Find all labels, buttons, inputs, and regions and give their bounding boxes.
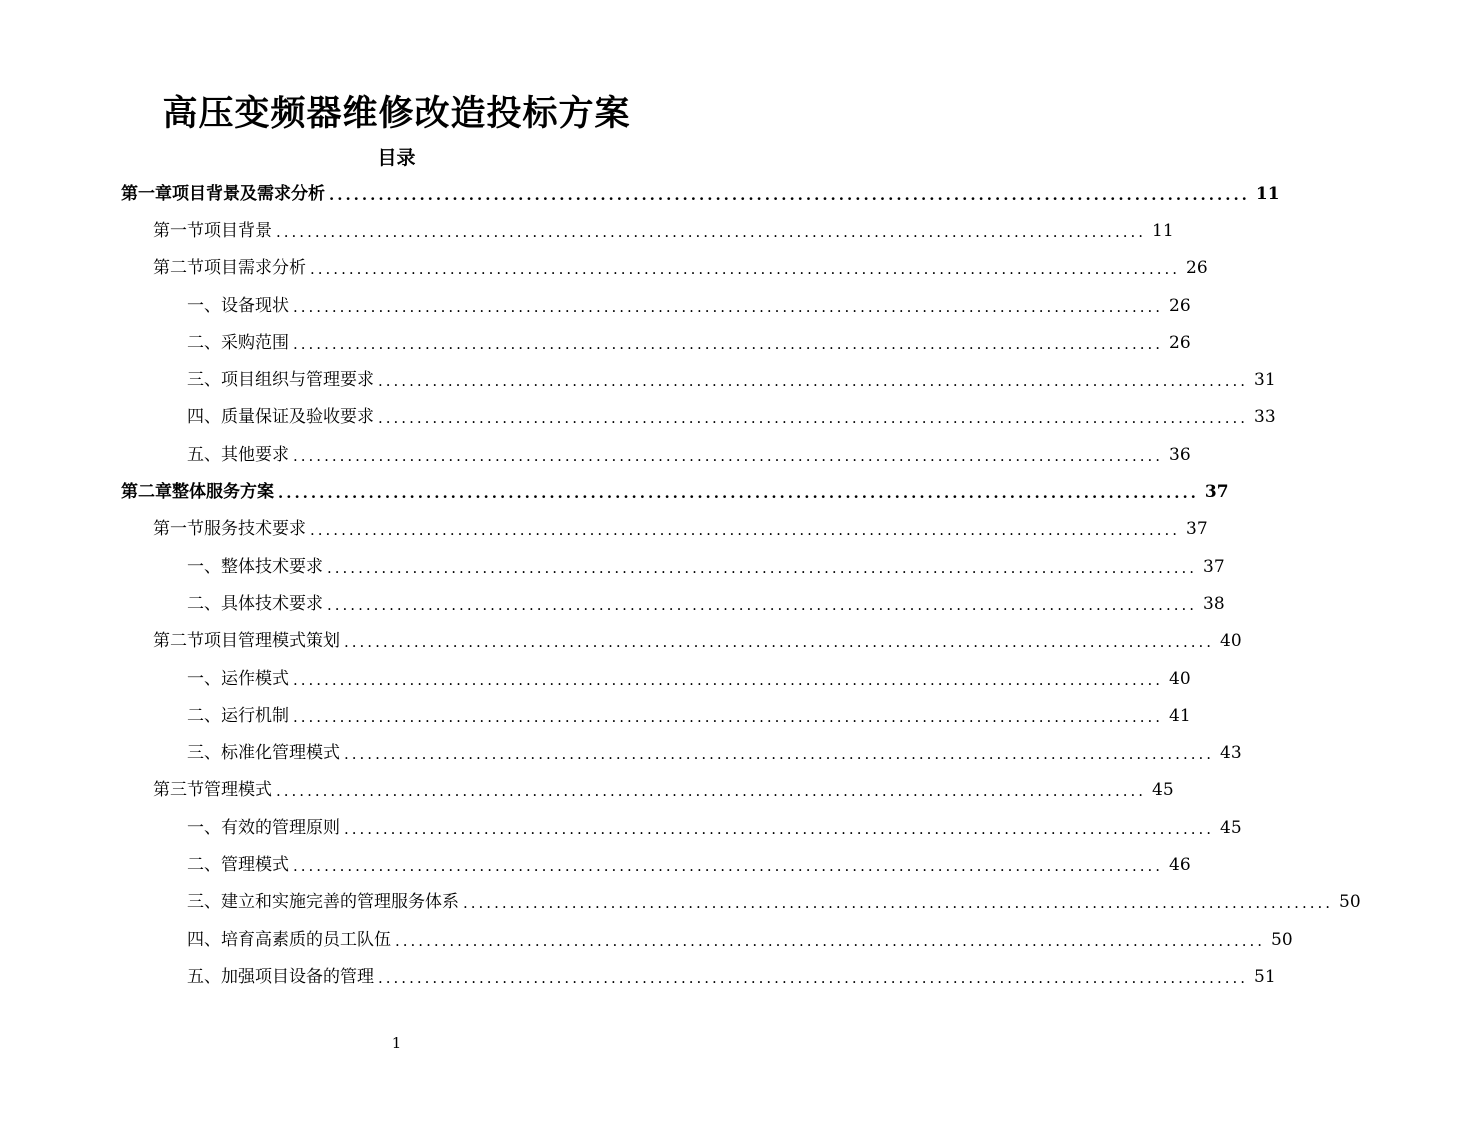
toc-item-entry[interactable] [0, 697, 1191, 734]
toc-item-entry[interactable] [0, 958, 1276, 995]
toc-entry-number: 第一章 [121, 183, 172, 204]
toc-entry-page: 51 [1254, 966, 1276, 987]
toc-dot-leader: ................................................................................................................ [378, 372, 1249, 391]
toc-entry-title: 具体技术要求 [221, 593, 323, 614]
toc-item-entry[interactable] [0, 361, 1276, 398]
toc-dot-leader: ................................................................................................................ [378, 968, 1249, 987]
toc-entry-number: 五、 [187, 966, 221, 987]
toc-dot-leader: ................................................................................................................ [293, 334, 1164, 353]
toc-entry-page: 31 [1254, 370, 1276, 391]
toc-item-entry[interactable] [0, 436, 1191, 473]
toc-dot-leader: ................................................................................................................ [293, 670, 1164, 689]
toc-entry-number: 四、 [187, 929, 221, 950]
toc-dot-leader: ................................................................................................................ [310, 521, 1181, 540]
toc-entry-title: 建立和实施完善的管理服务体系 [221, 892, 459, 913]
toc-dot-leader: ................................................................................................................ [293, 446, 1164, 465]
toc-entry-number: 二、 [187, 332, 221, 353]
toc-dot-leader: ................................................................................................................ [378, 409, 1249, 428]
toc-dot-leader: ................................................................................................................ [344, 819, 1215, 838]
toc-entry-title: 标准化管理模式 [221, 743, 340, 764]
toc-section-entry[interactable] [0, 212, 1174, 249]
toc-item-entry[interactable] [0, 399, 1276, 436]
toc-entry-title: 管理模式 [204, 780, 272, 801]
toc-entry-page: 33 [1254, 407, 1276, 428]
toc-entry-page: 37 [1203, 556, 1225, 577]
toc-entry-page: 26 [1169, 332, 1191, 353]
toc-dot-leader: ................................................................................................................ [276, 782, 1147, 801]
toc-entry-page: 50 [1271, 929, 1293, 950]
toc-entry-page: 37 [1186, 519, 1208, 540]
toc-dot-leader: ................................................................................................................ [327, 558, 1198, 577]
toc-chapter-entry[interactable] [0, 175, 1280, 212]
toc-entry-title: 有效的管理原则 [221, 817, 340, 838]
toc-item-entry[interactable] [0, 884, 1361, 921]
toc-entry-page: 36 [1169, 444, 1191, 465]
toc-entry-title: 项目背景及需求分析 [172, 183, 325, 204]
toc-entry-title: 整体技术要求 [221, 556, 323, 577]
toc-entry-number: 一、 [187, 556, 221, 577]
toc-entry-number: 第二章 [121, 482, 172, 503]
toc-entry-title: 设备现状 [221, 295, 289, 316]
toc-item-entry[interactable] [0, 548, 1225, 585]
toc-dot-leader: ................................................................................................................ [344, 633, 1215, 652]
toc-entry-number: 二、 [187, 854, 221, 875]
toc-entry-title: 运作模式 [221, 668, 289, 689]
toc-entry-title: 项目需求分析 [204, 258, 306, 279]
toc-entry-number: 第一节 [153, 519, 204, 540]
toc-entry-page: 11 [1255, 183, 1280, 204]
toc-entry-page: 26 [1186, 258, 1208, 279]
toc-chapter-entry[interactable] [0, 473, 1229, 510]
toc-entry-number: 三、 [187, 892, 221, 913]
toc-entry-title: 采购范围 [221, 332, 289, 353]
toc-item-entry[interactable] [0, 660, 1191, 697]
toc-entry-page: 26 [1169, 295, 1191, 316]
toc-dot-leader: ................................................................................................................ [329, 185, 1250, 204]
toc-entry-title: 加强项目设备的管理 [221, 966, 374, 987]
page-number: 1 [391, 1034, 402, 1052]
toc-entry-page: 11 [1152, 220, 1174, 241]
toc-section-entry[interactable] [0, 772, 1174, 809]
toc-entry-number: 第二节 [153, 631, 204, 652]
toc-entry-number: 二、 [187, 593, 221, 614]
toc-dot-leader: ................................................................................................................ [293, 297, 1164, 316]
toc-dot-leader: ................................................................................................................ [463, 894, 1334, 913]
toc-dot-leader: ................................................................................................................ [395, 931, 1266, 950]
toc-entry-page: 43 [1220, 743, 1242, 764]
toc-section-entry[interactable] [0, 623, 1242, 660]
toc-entry-number: 第三节 [153, 780, 204, 801]
toc-entry-page: 50 [1339, 892, 1361, 913]
toc-dot-leader: ................................................................................................................ [344, 745, 1215, 764]
table-of-contents [0, 175, 1361, 996]
toc-item-entry[interactable] [0, 324, 1191, 361]
toc-heading: 目录 [377, 147, 416, 169]
toc-dot-leader: ................................................................................................................ [293, 856, 1164, 875]
toc-dot-leader: ................................................................................................................ [310, 260, 1181, 279]
toc-dot-leader: ................................................................................................................ [276, 222, 1147, 241]
toc-section-entry[interactable] [0, 250, 1208, 287]
toc-entry-page: 38 [1203, 593, 1225, 614]
toc-entry-number: 三、 [187, 370, 221, 391]
toc-entry-number: 第一节 [153, 220, 204, 241]
toc-entry-title: 质量保证及验收要求 [221, 407, 374, 428]
toc-entry-title: 整体服务方案 [172, 482, 274, 503]
toc-dot-leader: ................................................................................................................ [327, 595, 1198, 614]
toc-item-entry[interactable] [0, 809, 1242, 846]
toc-entry-title: 项目组织与管理要求 [221, 370, 374, 391]
toc-entry-number: 一、 [187, 668, 221, 689]
document-title: 高压变频器维修改造投标方案 [162, 93, 631, 134]
toc-entry-title: 管理模式 [221, 854, 289, 875]
toc-entry-page: 40 [1220, 631, 1242, 652]
toc-entry-title: 培育高素质的员工队伍 [221, 929, 391, 950]
toc-entry-title: 其他要求 [221, 444, 289, 465]
toc-section-entry[interactable] [0, 511, 1208, 548]
toc-entry-title: 服务技术要求 [204, 519, 306, 540]
toc-item-entry[interactable] [0, 287, 1191, 324]
toc-entry-page: 45 [1152, 780, 1174, 801]
toc-entry-number: 一、 [187, 295, 221, 316]
toc-entry-title: 项目管理模式策划 [204, 631, 340, 652]
toc-entry-title: 项目背景 [204, 220, 272, 241]
toc-entry-number: 四、 [187, 407, 221, 428]
toc-item-entry[interactable] [0, 846, 1191, 883]
toc-entry-page: 45 [1220, 817, 1242, 838]
toc-entry-number: 一、 [187, 817, 221, 838]
toc-entry-title: 运行机制 [221, 705, 289, 726]
toc-entry-number: 二、 [187, 705, 221, 726]
toc-entry-page: 37 [1204, 482, 1229, 503]
toc-dot-leader: ................................................................................................................ [293, 707, 1164, 726]
toc-entry-number: 三、 [187, 743, 221, 764]
toc-entry-page: 40 [1169, 668, 1191, 689]
toc-entry-number: 五、 [187, 444, 221, 465]
toc-entry-page: 41 [1169, 705, 1191, 726]
toc-dot-leader: ................................................................................................................ [278, 484, 1199, 503]
toc-item-entry[interactable] [0, 734, 1242, 771]
toc-entry-page: 46 [1169, 854, 1191, 875]
toc-item-entry[interactable] [0, 921, 1293, 958]
toc-item-entry[interactable] [0, 585, 1225, 622]
toc-entry-number: 第二节 [153, 258, 204, 279]
